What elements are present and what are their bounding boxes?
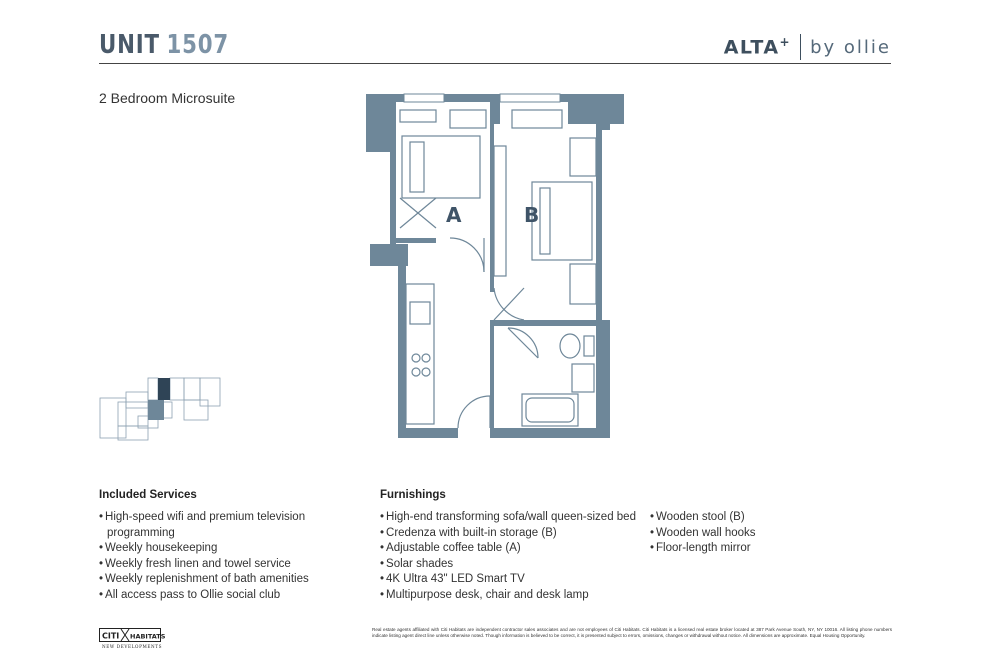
list-item: • Weekly replenishment of bath amenities <box>99 572 329 588</box>
citi-habitats-logo <box>99 628 166 650</box>
list-item: • 4K Ultra 43" LED Smart TV <box>380 572 648 588</box>
header-divider <box>99 63 891 64</box>
legal-disclaimer: Real estate agents affiliated with Citi Habitats are independent contractor sales associates and are not employees of Citi Habitats. Citi Habitats is a licensed real estate broker located at 387 Park Avenue South, NY, NY 10016. All listing phone numbers indicate listing agent direct line unless otherwise noted. Though information is believed to be correct, it is presented subject to errors, omissions, changes or withdrawal without notice. All dimensions are approximate. Equal Housing Opportunity. <box>372 627 892 638</box>
services-list <box>99 510 329 603</box>
list-item: • Multipurpose desk, chair and desk lamp <box>380 588 648 604</box>
list-item: • Credenza with built-in storage (B) <box>380 526 648 542</box>
furnishings-list-2 <box>650 510 810 557</box>
brand-divider <box>800 34 801 60</box>
unit-type: 2 Bedroom Microsuite <box>99 90 236 106</box>
key-plan <box>98 372 228 448</box>
svg-text:HABITATS: HABITATS <box>130 632 166 641</box>
services-title: Included Services <box>99 489 197 501</box>
page-title <box>99 30 229 60</box>
room-b-label: B <box>524 203 540 227</box>
svg-text:CITI: CITI <box>102 631 120 641</box>
list-item: • All access pass to Ollie social club <box>99 588 329 604</box>
list-item: • Wooden wall hooks <box>650 526 810 542</box>
key-plan-highlight <box>158 378 170 400</box>
room-a-label: A <box>446 203 462 227</box>
svg-text:NEW DEVELOPMENTS: NEW DEVELOPMENTS <box>102 644 163 649</box>
brand-logo <box>724 34 891 60</box>
list-item: • Wooden stool (B) <box>650 510 810 526</box>
list-item: • Solar shades <box>380 557 648 573</box>
list-item: • Weekly housekeeping <box>99 541 329 557</box>
list-item: • Adjustable coffee table (A) <box>380 541 648 557</box>
furnishings-list-1 <box>380 510 648 603</box>
list-item: • Weekly fresh linen and towel service <box>99 557 329 573</box>
brand-sub: by ollie <box>810 36 891 58</box>
unit-number: 1507 <box>166 30 230 60</box>
unit-label: UNIT <box>99 30 160 60</box>
brand-main: ALTA+ <box>723 35 792 59</box>
list-item: • High-speed wifi and premium television programming <box>99 510 329 541</box>
list-item: • High-end transforming sofa/wall queen-sized bed <box>380 510 648 526</box>
list-item: • Floor-length mirror <box>650 541 810 557</box>
floor-plan <box>360 88 620 448</box>
furnishings-title: Furnishings <box>380 489 446 501</box>
